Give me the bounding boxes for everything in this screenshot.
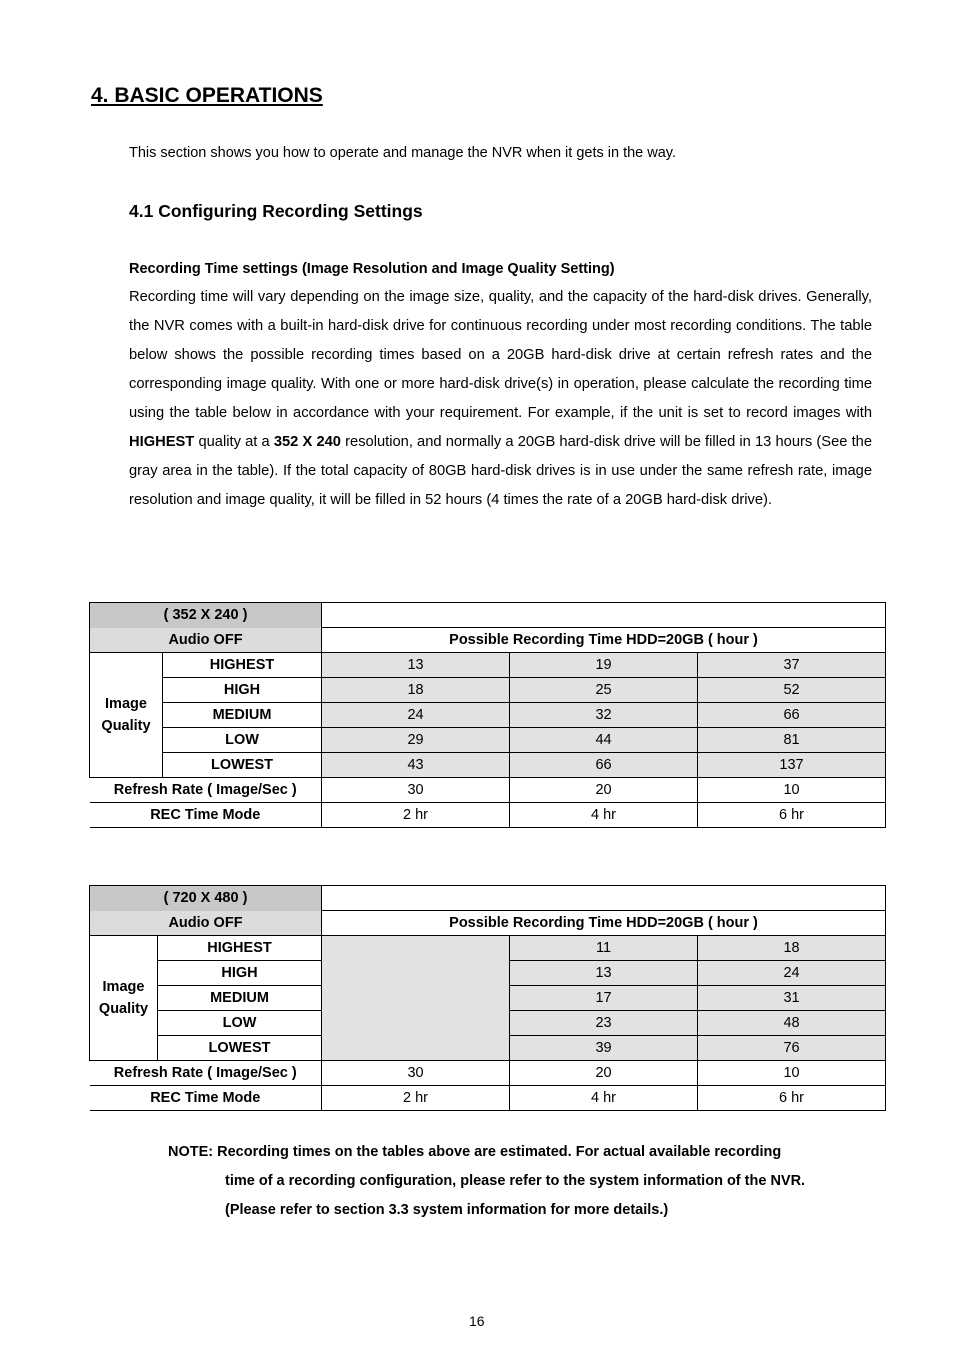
recording-table-352x240 bbox=[89, 602, 886, 828]
resolution-header: ( 352 X 240 ) bbox=[90, 603, 322, 628]
table-cell: 10 bbox=[698, 778, 886, 803]
table-cell: 52 bbox=[698, 678, 886, 703]
table-cell: 32 bbox=[510, 703, 698, 728]
table-cell: 44 bbox=[510, 728, 698, 753]
para-text-1: Recording time will vary depending on the image size, quality, and the capacity of the hard-disk drives. Generally, the NVR comes with a built-in hard-disk drive for continuous recording under most recording conditions. The table below shows the possible recording times based on a 20GB hard-disk drive at certain refresh rates and the corresponding image quality. With one or more hard-disk drive(s) in operation, please calculate the recording time using the table below in accordance with your requirement. For example, if the unit is set to record images with bbox=[129, 289, 872, 421]
table-cell: 43 bbox=[322, 753, 510, 778]
refresh-rate-label: Refresh Rate ( Image/Sec ) bbox=[90, 778, 322, 803]
blank-header-cell bbox=[322, 886, 886, 911]
table-cell: 18 bbox=[698, 936, 886, 961]
table-cell: 20 bbox=[510, 778, 698, 803]
quality-label: LOW bbox=[163, 728, 322, 753]
resolution-header: ( 720 X 480 ) bbox=[90, 886, 322, 911]
note-line-3: (Please refer to section 3.3 system information for more details.) bbox=[225, 1202, 669, 1218]
table-cell: 137 bbox=[698, 753, 886, 778]
quality-label: MEDIUM bbox=[163, 703, 322, 728]
para-text-2: quality at a bbox=[194, 434, 274, 450]
table-cell: 66 bbox=[698, 703, 886, 728]
refresh-rate-label: Refresh Rate ( Image/Sec ) bbox=[90, 1061, 322, 1086]
subheading: Recording Time settings (Image Resolution and Image Quality Setting) bbox=[129, 261, 615, 277]
image-quality-label: Image Quality bbox=[90, 936, 158, 1061]
table-cell: 17 bbox=[510, 986, 698, 1011]
table-cell: 4 hr bbox=[510, 1086, 698, 1111]
para-bold-resolution: 352 X 240 bbox=[273, 434, 341, 450]
para-bold-highest: HIGHEST bbox=[129, 434, 195, 450]
table-cell: 4 hr bbox=[510, 803, 698, 828]
table-cell: 2 hr bbox=[322, 803, 510, 828]
para-text-3: resolution, and normally a 20GB hard-disk drive will be filled in 13 hours (See the gray area in the table). If the total capacity of 80GB hard-disk drives is in use under the same refresh rate, image resolution and image quality, it will be filled in 52 hours (4 times the rate of a 20GB hard-disk drive). bbox=[129, 434, 873, 508]
table-caption: Possible Recording Time HDD=20GB ( hour ) bbox=[322, 911, 886, 936]
table-cell: 19 bbox=[510, 653, 698, 678]
audio-header: Audio OFF bbox=[90, 911, 322, 936]
unavailable-cell bbox=[322, 936, 510, 1061]
note-line-2: time of a recording configuration, please refer to the system information of the NVR. bbox=[225, 1173, 806, 1189]
table-cell: 25 bbox=[510, 678, 698, 703]
table-cell: 10 bbox=[698, 1061, 886, 1086]
table-cell: 20 bbox=[510, 1061, 698, 1086]
table-cell: 18 bbox=[322, 678, 510, 703]
table-cell: 29 bbox=[322, 728, 510, 753]
quality-label: HIGH bbox=[158, 961, 322, 986]
body-paragraph bbox=[129, 283, 872, 515]
table-cell: 6 hr bbox=[698, 1086, 886, 1111]
table-cell: 13 bbox=[510, 961, 698, 986]
quality-label: HIGHEST bbox=[163, 653, 322, 678]
table-cell: 81 bbox=[698, 728, 886, 753]
table-cell: 11 bbox=[510, 936, 698, 961]
quality-label: HIGHEST bbox=[158, 936, 322, 961]
table-cell: 6 hr bbox=[698, 803, 886, 828]
page-number: 16 bbox=[469, 1313, 485, 1329]
section-title: 4.1 Configuring Recording Settings bbox=[129, 201, 423, 221]
note-line-1: NOTE: Recording times on the tables above are estimated. For actual available recording bbox=[168, 1144, 782, 1160]
table-cell: 24 bbox=[698, 961, 886, 986]
table-cell: 76 bbox=[698, 1036, 886, 1061]
table-cell: 37 bbox=[698, 653, 886, 678]
audio-header: Audio OFF bbox=[90, 628, 322, 653]
table-caption: Possible Recording Time HDD=20GB ( hour ) bbox=[322, 628, 886, 653]
quality-label: LOWEST bbox=[158, 1036, 322, 1061]
page-heading: 4. BASIC OPERATIONS bbox=[91, 84, 323, 107]
quality-label: LOWEST bbox=[163, 753, 322, 778]
table-cell: 2 hr bbox=[322, 1086, 510, 1111]
quality-label: MEDIUM bbox=[158, 986, 322, 1011]
table-cell: 31 bbox=[698, 986, 886, 1011]
table-cell: 39 bbox=[510, 1036, 698, 1061]
recording-table-720x480 bbox=[89, 885, 886, 1111]
intro-text: This section shows you how to operate and manage the NVR when it gets in the way. bbox=[129, 145, 677, 161]
table-cell: 24 bbox=[322, 703, 510, 728]
table-cell: 30 bbox=[322, 1061, 510, 1086]
table-cell: 23 bbox=[510, 1011, 698, 1036]
rec-time-mode-label: REC Time Mode bbox=[90, 1086, 322, 1111]
table-cell: 66 bbox=[510, 753, 698, 778]
rec-time-mode-label: REC Time Mode bbox=[90, 803, 322, 828]
image-quality-label: Image Quality bbox=[90, 653, 163, 778]
table-cell: 48 bbox=[698, 1011, 886, 1036]
quality-label: HIGH bbox=[163, 678, 322, 703]
table-cell: 13 bbox=[322, 653, 510, 678]
quality-label: LOW bbox=[158, 1011, 322, 1036]
blank-header-cell bbox=[322, 603, 886, 628]
table-cell: 30 bbox=[322, 778, 510, 803]
